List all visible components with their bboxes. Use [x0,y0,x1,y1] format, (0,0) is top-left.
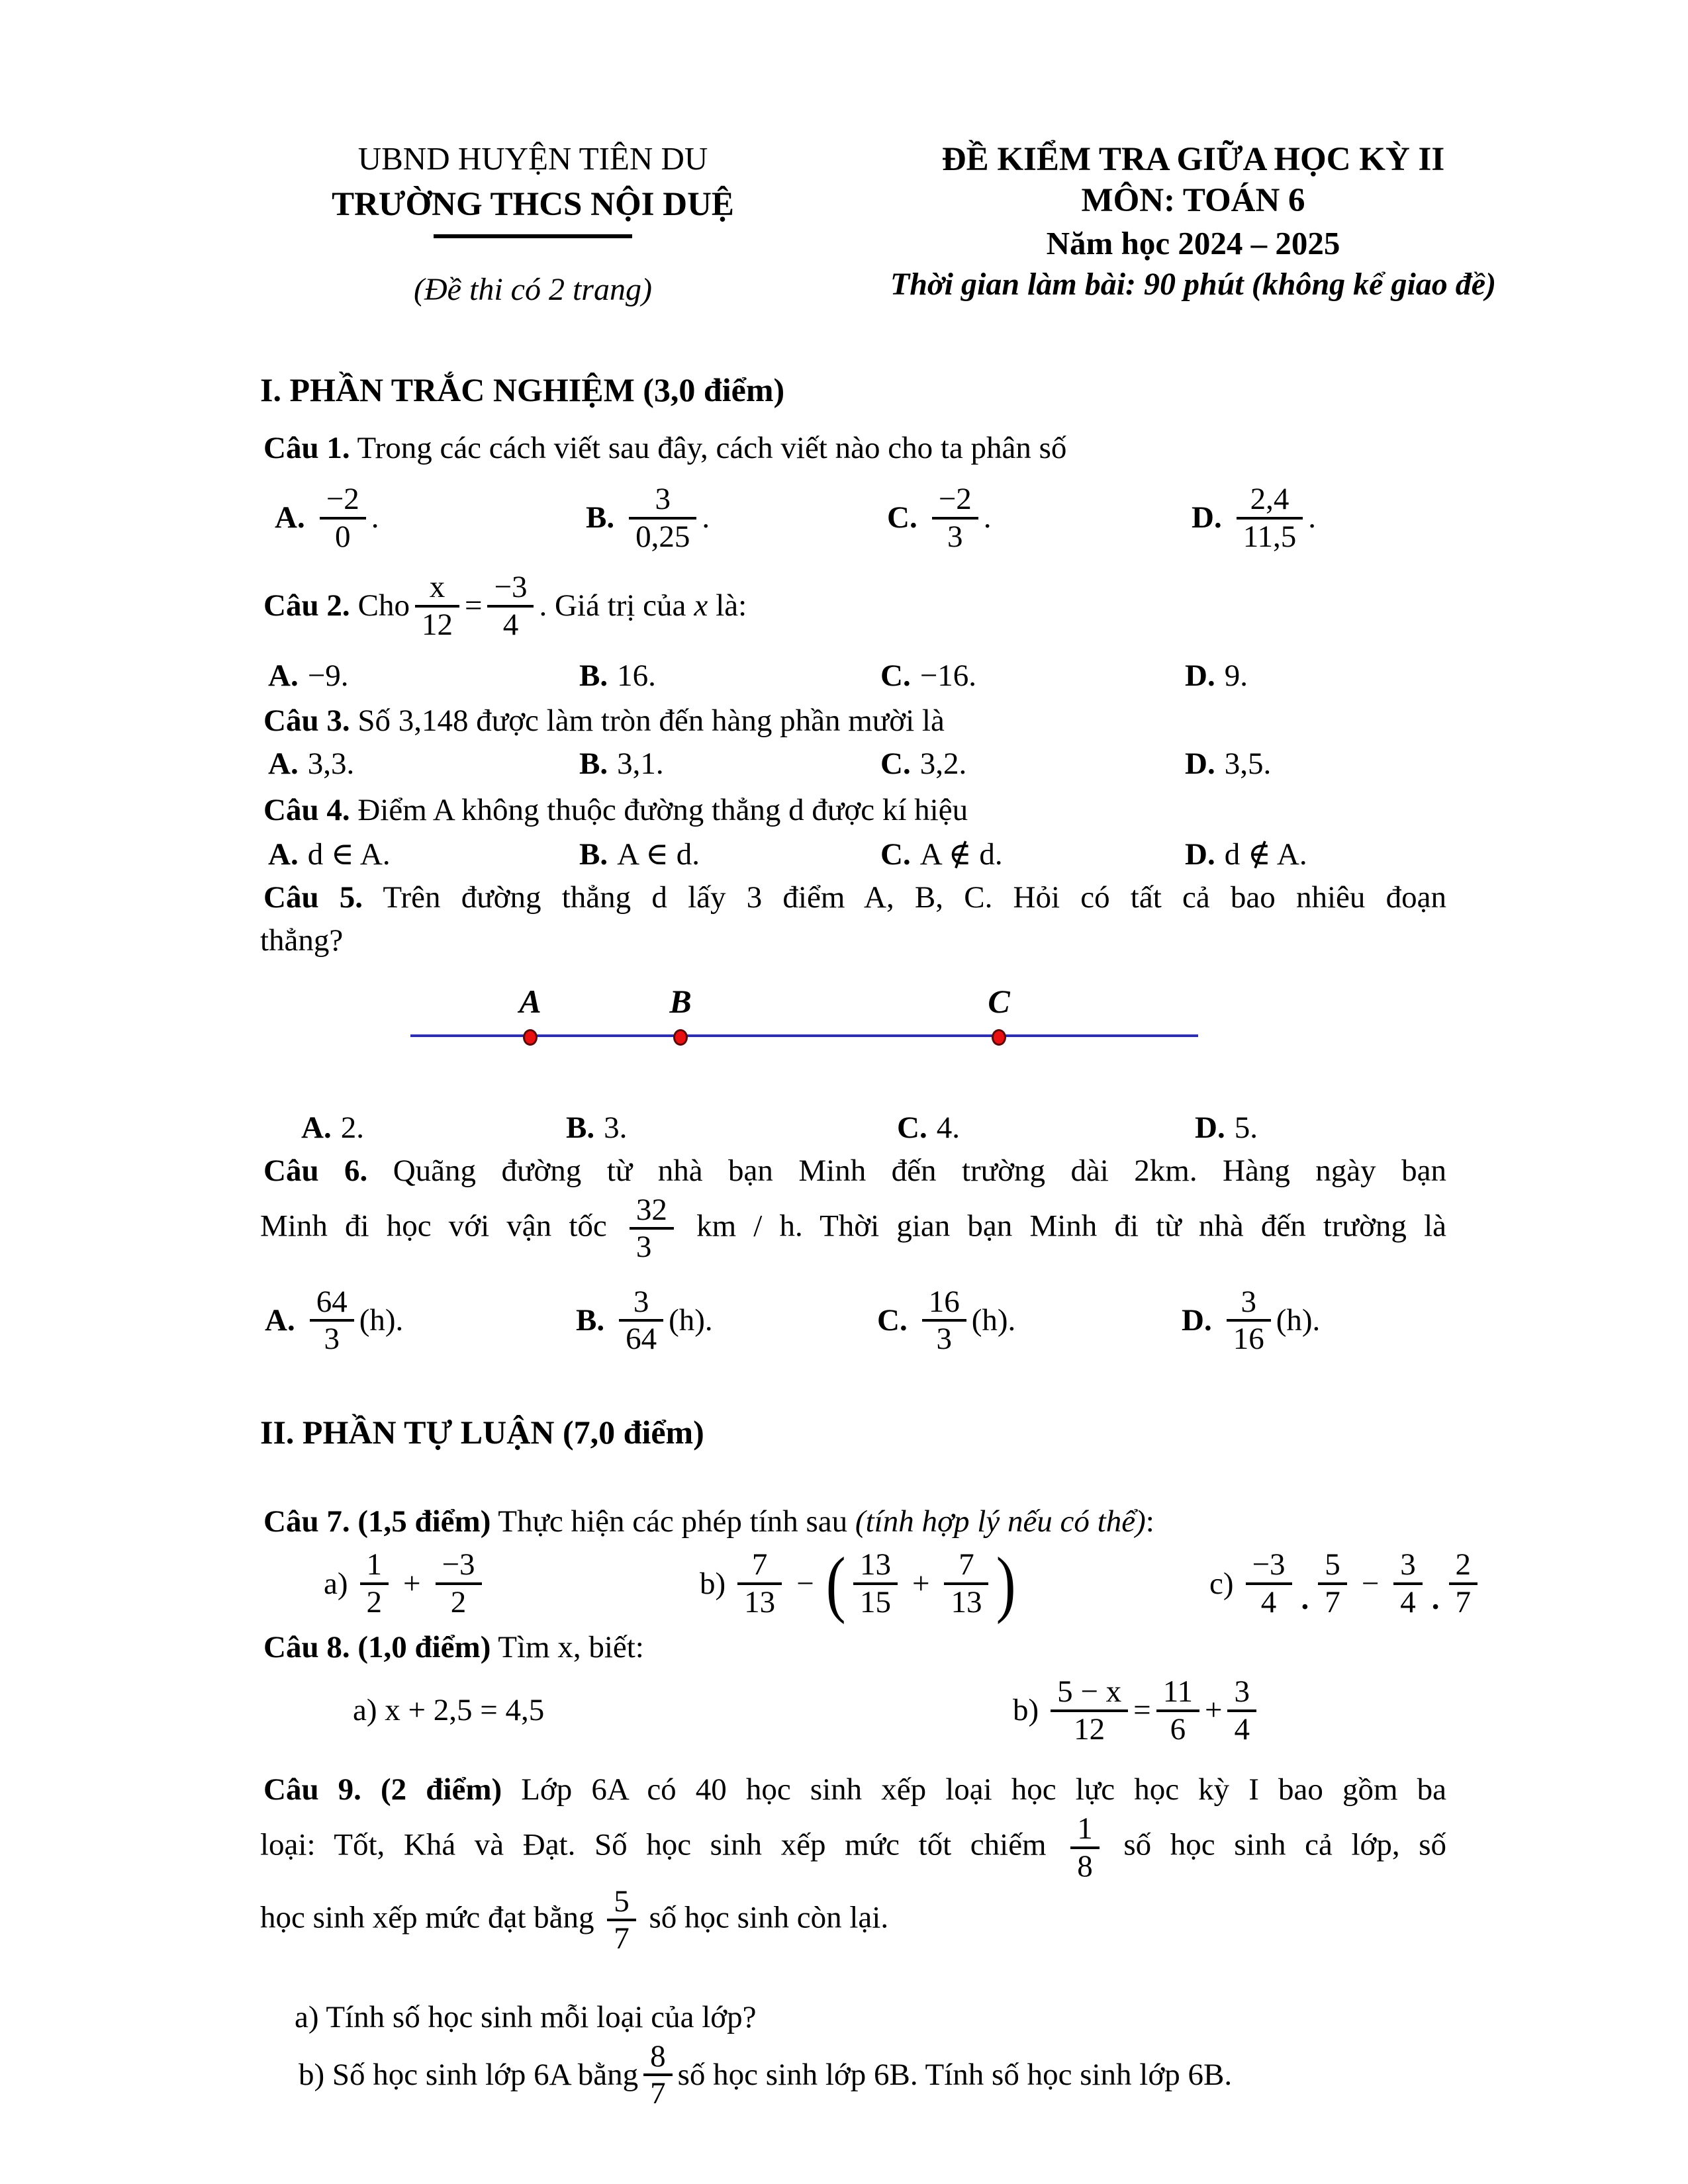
subject-line: MÔN: TOÁN 6 [1081,182,1305,219]
question-9-part-a: a) Tính số học sinh mỗi loại của lớp? [295,1999,757,2034]
option-3b: B. 3,1. [579,746,664,781]
option-5d: D. 5. [1195,1110,1258,1145]
question-6-line-2 [258,1193,1446,1265]
question-7-label: Câu 7. (1,5 điểm) [263,1504,491,1539]
question-6-options [258,1285,1446,1357]
equals-sign: = [464,588,483,623]
expr-7a-frac-2: $\frac{-3}{2}$ [436,1547,482,1619]
option-1c-letter: C. [887,500,917,535]
question-1-options [258,482,1446,554]
option-5c: C. 4. [897,1110,960,1145]
expr-7c-frac-2: $\frac{5}{7}$ [1318,1547,1347,1619]
question-9-line-1 [258,1768,1446,1811]
question-9-part-b-post: số học sinh lớp 6B. Tính số học sinh lớp 6B. [677,2057,1233,2092]
question-3-options [258,743,1446,786]
question-5-options [258,1107,1446,1150]
question-9-line-3 [258,1884,1446,1956]
option-2c: C. −16. [880,658,976,693]
eq-8b-frac-1: $\frac{5 - x}{12}$ [1051,1674,1128,1747]
good-students-fraction: $\frac{1}{8}$ [1070,1811,1100,1884]
option-5b: B. 3. [566,1110,628,1145]
equation-8a: a) x + 2,5 = 4,5 [353,1693,545,1728]
exam-title: ĐỀ KIỂM TRA GIỮA HỌC KỲ II [941,141,1445,178]
question-1-text: Trong các cách viết sau đây, cách viết nào cho ta phân số [350,431,1067,465]
question-2-fraction-2: $\frac{-3}{4}$ [487,570,534,642]
question-6-text-1: Quãng đường từ nhà bạn Minh đến trường dài 2km. Hàng ngày bạn [367,1153,1446,1188]
header-left [298,139,768,308]
equals-sign: = [1133,1693,1151,1728]
eq-8b-frac-2: $\frac{11}{6}$ [1156,1674,1199,1747]
option-1a-period: . [371,500,379,535]
point-b-dot [673,1029,688,1046]
question-4-label: Câu 4. [263,792,350,827]
issuer-line: UBND HUYỆN TIÊN DU [357,140,708,177]
point-a-label: A [519,982,541,1020]
question-1-label: Câu 1. [263,431,350,465]
option-2b: B. 16. [579,658,656,693]
question-2 [258,570,1446,642]
expression-7b: b) $\frac{7}{13}$ − ( $\frac{13}{15}$ + $\frac{7}{13}$ ) [700,1543,1017,1625]
option-6d-unit: (h). [1276,1302,1321,1338]
duration-line: Thời gian làm bài: 90 phút (không kể giao đề) [890,267,1497,302]
question-2-text-post: là: [716,588,747,623]
eq-8b-frac-3: $\frac{3}{4}$ [1227,1674,1256,1747]
minus-sign: − [1361,1566,1380,1601]
question-5-label: Câu 5. [263,880,363,915]
option-6b: B. $\frac{3}{64}$ (h). [576,1284,713,1357]
school-name: TRƯỜNG THCS NỘI DUỆ [332,186,734,223]
question-2-label: Câu 2. [263,588,350,623]
point-c-label: C [988,982,1010,1020]
class-ratio-fraction: $\frac{8}{7}$ [643,2039,673,2111]
option-5a: A. 2. [301,1110,364,1145]
question-5-line-2: thẳng? [260,923,344,958]
question-9-text-1: Lớp 6A có 40 học sinh xếp loại học lực học kỳ I bao gồm ba [502,1772,1446,1807]
question-6-line-1 [258,1150,1446,1193]
option-1b [586,482,887,554]
question-8-text: Tìm x, biết: [491,1630,644,1664]
option-1c-fraction: $\frac{-2}{3}$ [932,482,978,554]
option-1d-fraction: $\frac{2,4}{11,5}$ [1237,482,1303,554]
question-9-part-b [258,2039,1446,2111]
option-1b-period: . [702,500,710,535]
option-1b-letter: B. [586,500,615,535]
option-2d: D. 9. [1185,658,1248,693]
equation-8b: b) $\frac{5 - x}{12}$ = $\frac{11}{6}$ + $\frac{3}{4}$ [1013,1674,1446,1747]
section-1-heading: I. PHẦN TRẮC NGHIỆM (3,0 điểm) [260,371,785,408]
option-3c: C. 3,2. [880,746,967,781]
school-year-line: Năm học 2024 – 2025 [1046,225,1340,261]
line-diagram [410,984,1198,1069]
point-c-dot [992,1029,1006,1046]
section-2-heading: II. PHẦN TỰ LUẬN (7,0 điểm) [260,1414,704,1451]
question-2-fraction-1: $\frac{x}{12}$ [415,570,459,642]
question-8-label: Câu 8. (1,0 điểm) [263,1630,491,1664]
question-6-text-3: km / h. Thời gian bạn Minh đi từ nhà đến trường là [696,1208,1447,1243]
expr-7c-frac-4: $\frac{2}{7}$ [1449,1547,1478,1619]
option-2a: A. −9. [268,658,349,693]
pages-note: (Đề thi có 2 trang) [414,272,652,307]
expr-7b-frac-2: $\frac{13}{15}$ [853,1547,898,1619]
question-7 [258,1500,1446,1543]
expr-7c-frac-1: $\frac{-3}{4}$ [1246,1547,1292,1619]
plus-sign: + [403,1566,421,1601]
question-2-text-pre: Cho [357,588,410,623]
question-6-text-2: Minh đi học với vận tốc [260,1208,607,1243]
header-underline [434,234,632,238]
question-9-part-b-pre: b) Số học sinh lớp 6A bằng [299,2057,639,2092]
plus-sign: + [912,1566,930,1601]
question-3 [258,700,1446,743]
multiplication-dot: . [1301,1582,1309,1616]
plus-sign: + [1204,1693,1223,1728]
option-6c-fraction: $\frac{16}{3}$ [922,1285,966,1357]
question-7-colon: : [1145,1504,1154,1539]
expression-7c: c) $\frac{-3}{4}$ . $\frac{5}{7}$ − $\frac{3}{4}$ . $\frac{2}{7}$ [1209,1547,1483,1619]
question-9-text-3: số học sinh cả lớp, số [1123,1827,1447,1862]
option-6a: A. $\frac{64}{3}$ (h). [265,1284,404,1357]
header-right [831,139,1556,308]
question-8 [258,1626,1446,1669]
option-6c: C. $\frac{16}{3}$ (h). [877,1284,1016,1357]
option-1a-fraction: $\frac{-2}{0}$ [320,482,366,554]
option-4c: C. A ∉ d. [880,837,1003,872]
question-5-line-1 [258,876,1446,919]
speed-fraction: $\frac{32}{3}$ [630,1193,674,1265]
question-9-text-2: loại: Tốt, Khá và Đạt. Số học sinh xếp mức tốt chiếm [260,1827,1047,1862]
option-4b: B. A ∈ d. [579,837,700,872]
question-1 [258,427,1446,470]
question-7-expressions [258,1543,1472,1625]
option-6b-fraction: $\frac{3}{64}$ [619,1285,663,1357]
option-6d: D. $\frac{3}{16}$ (h). [1182,1284,1321,1357]
question-7-text: Thực hiện các phép tính sau [491,1504,855,1539]
multiplication-dot: . [1431,1582,1440,1616]
expr-7b-frac-1: $\frac{7}{13}$ [737,1547,782,1619]
question-2-variable: x [694,588,708,623]
left-parenthesis: ( [825,1543,846,1625]
point-b-label: B [669,982,692,1020]
question-2-options [258,655,1446,698]
option-6b-unit: (h). [669,1302,713,1338]
option-1d-letter: D. [1192,500,1222,535]
question-3-text: Số 3,148 được làm tròn đến hàng phần mười là [350,703,945,738]
header [298,139,1688,308]
option-4a: A. d ∈ A. [268,837,391,872]
question-8-parts [258,1674,1446,1747]
question-9-text-5: số học sinh còn lại. [649,1899,889,1934]
option-3d: D. 3,5. [1185,746,1272,781]
exam-body [258,369,1472,2111]
question-3-label: Câu 3. [263,703,350,738]
pass-students-fraction: $\frac{5}{7}$ [607,1884,636,1956]
option-3a: A. 3,3. [268,746,355,781]
expr-7b-frac-3: $\frac{7}{13}$ [944,1547,988,1619]
option-4d: D. d ∉ A. [1185,837,1307,872]
option-6d-fraction: $\frac{3}{16}$ [1227,1285,1271,1357]
question-6-label: Câu 6. [263,1153,368,1188]
point-a-dot [523,1029,538,1046]
option-1a [275,482,586,554]
option-6a-unit: (h). [359,1302,404,1338]
question-9-label: Câu 9. (2 điểm) [263,1772,502,1807]
right-parenthesis: ) [996,1543,1017,1625]
expr-7a-frac-1: $\frac{1}{2}$ [360,1547,389,1619]
question-9-line-2 [258,1811,1446,1884]
expr-7c-frac-3: $\frac{3}{4}$ [1393,1547,1423,1619]
question-7-note: (tính hợp lý nếu có thể) [855,1504,1146,1539]
option-1d [1192,482,1446,554]
question-5-text-1: Trên đường thẳng d lấy 3 điểm A, B, C. Hỏi có tất cả bao nhiêu đoạn [363,880,1446,915]
minus-sign: − [796,1566,814,1601]
question-4-options [258,833,1446,876]
question-9-text-4: học sinh xếp mức đạt bằng [260,1899,594,1934]
option-1b-fraction: $\frac{3}{0,25}$ [629,482,696,554]
expression-7a: a) $\frac{1}{2}$ + $\frac{-3}{2}$ [324,1547,700,1619]
option-1c-period: . [983,500,992,535]
question-4 [258,789,1446,832]
option-6c-unit: (h). [971,1302,1016,1338]
question-4-text: Điểm A không thuộc đường thẳng d được kí hiệu [350,792,968,827]
question-2-text-mid: . Giá trị của [539,588,686,623]
option-1d-period: . [1308,500,1316,535]
option-6a-fraction: $\frac{64}{3}$ [310,1285,354,1357]
option-1a-letter: A. [275,500,305,535]
option-1c [887,482,1192,554]
